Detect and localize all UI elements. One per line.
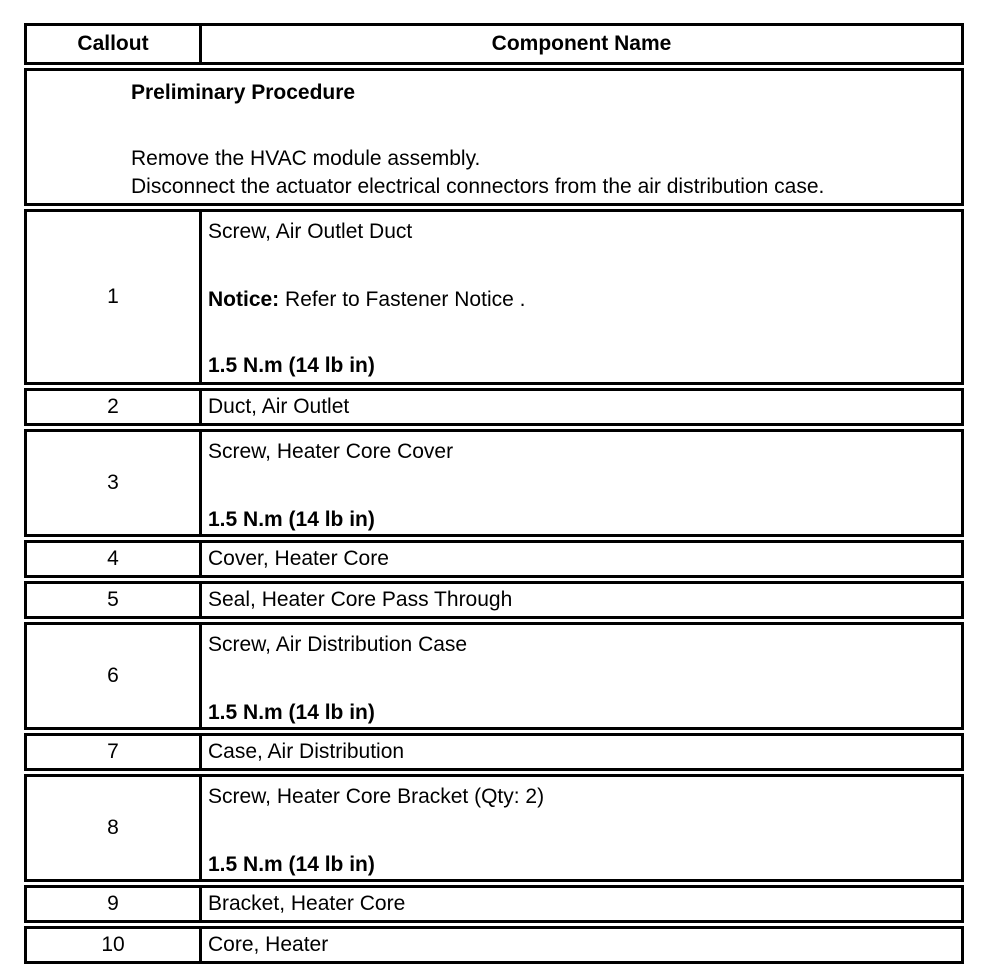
table-row — [24, 622, 964, 730]
callout-number: 9 — [27, 888, 202, 920]
component-name: Seal, Heater Core Pass Through — [208, 588, 513, 611]
component-cell — [202, 432, 961, 534]
callout-column-header: Callout — [27, 26, 202, 62]
table-row — [24, 540, 964, 578]
component-cell — [202, 212, 961, 382]
notice-text: Refer to Fastener Notice . — [279, 288, 526, 311]
component-cell — [202, 625, 961, 727]
preliminary-step: Disconnect the actuator electrical connectors from the air distribution case. — [131, 175, 825, 198]
torque-spec: 1.5 N.m (14 lb in) — [208, 354, 375, 377]
preliminary-step: Remove the HVAC module assembly. — [131, 147, 481, 170]
table-row — [24, 388, 964, 426]
table-row — [24, 733, 964, 771]
callout-number: 10 — [27, 929, 202, 961]
component-name: Cover, Heater Core — [208, 547, 389, 570]
component-cell — [202, 777, 961, 879]
preliminary-procedure — [24, 68, 964, 206]
component-name: Screw, Air Outlet Duct — [208, 220, 413, 243]
table-row — [24, 885, 964, 923]
table-header-row — [24, 23, 964, 65]
callout-number: 2 — [27, 391, 202, 423]
component-name: Core, Heater — [208, 933, 329, 956]
callout-number: 4 — [27, 543, 202, 575]
torque-spec: 1.5 N.m (14 lb in) — [208, 701, 375, 724]
callout-number: 3 — [27, 432, 202, 534]
component-name: Screw, Heater Core Cover — [208, 440, 454, 463]
callout-number: 7 — [27, 736, 202, 768]
component-name: Screw, Heater Core Bracket (Qty: 2) — [208, 785, 545, 808]
table-row — [24, 429, 964, 537]
component-name: Duct, Air Outlet — [208, 395, 350, 418]
torque-spec: 1.5 N.m (14 lb in) — [208, 508, 375, 531]
callout-number: 1 — [27, 212, 202, 382]
preliminary-procedure-title: Preliminary Procedure — [131, 81, 356, 104]
component-name: Screw, Air Distribution Case — [208, 633, 468, 656]
callout-number: 5 — [27, 584, 202, 616]
table-row — [24, 209, 964, 385]
torque-spec: 1.5 N.m (14 lb in) — [208, 853, 375, 876]
component-name-column-header: Component Name — [491, 32, 672, 55]
callout-number: 8 — [27, 777, 202, 879]
component-name: Case, Air Distribution — [208, 740, 405, 763]
table-row — [24, 774, 964, 882]
component-table — [24, 23, 964, 964]
notice-label: Notice: — [208, 288, 280, 311]
table-row — [24, 926, 964, 964]
component-name: Bracket, Heater Core — [208, 892, 406, 915]
table-row — [24, 581, 964, 619]
notice — [208, 286, 961, 314]
callout-number: 6 — [27, 625, 202, 727]
